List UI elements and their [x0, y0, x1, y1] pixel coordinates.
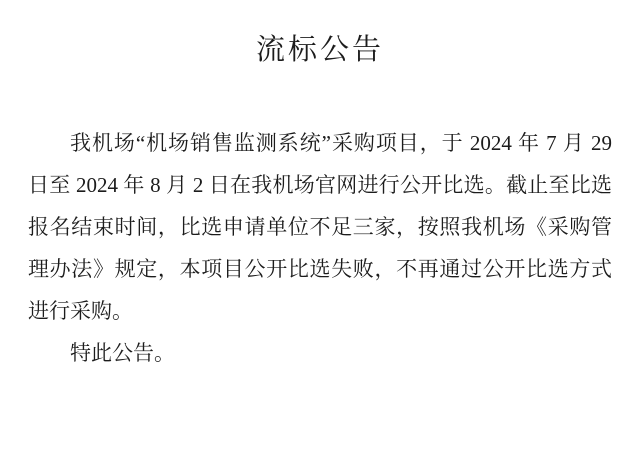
- page-title: 流标公告: [255, 34, 384, 66]
- closing-statement: 特此公告。: [70, 341, 175, 365]
- announcement-page: [0, 30, 643, 456]
- announcement-body-paragraph: 我机场“机场销售监测系统”采购项目，于 2024 年 7 月 29 日至 2024 年 8 月 2 日在我机场官网进行公开比选。截止至比选报名结束时间，比选申请单位不足三家，按照我机场《采购管理办法》规定，本项目公开比选失败，不再通过公开比选方式进行采购。: [28, 131, 612, 323]
